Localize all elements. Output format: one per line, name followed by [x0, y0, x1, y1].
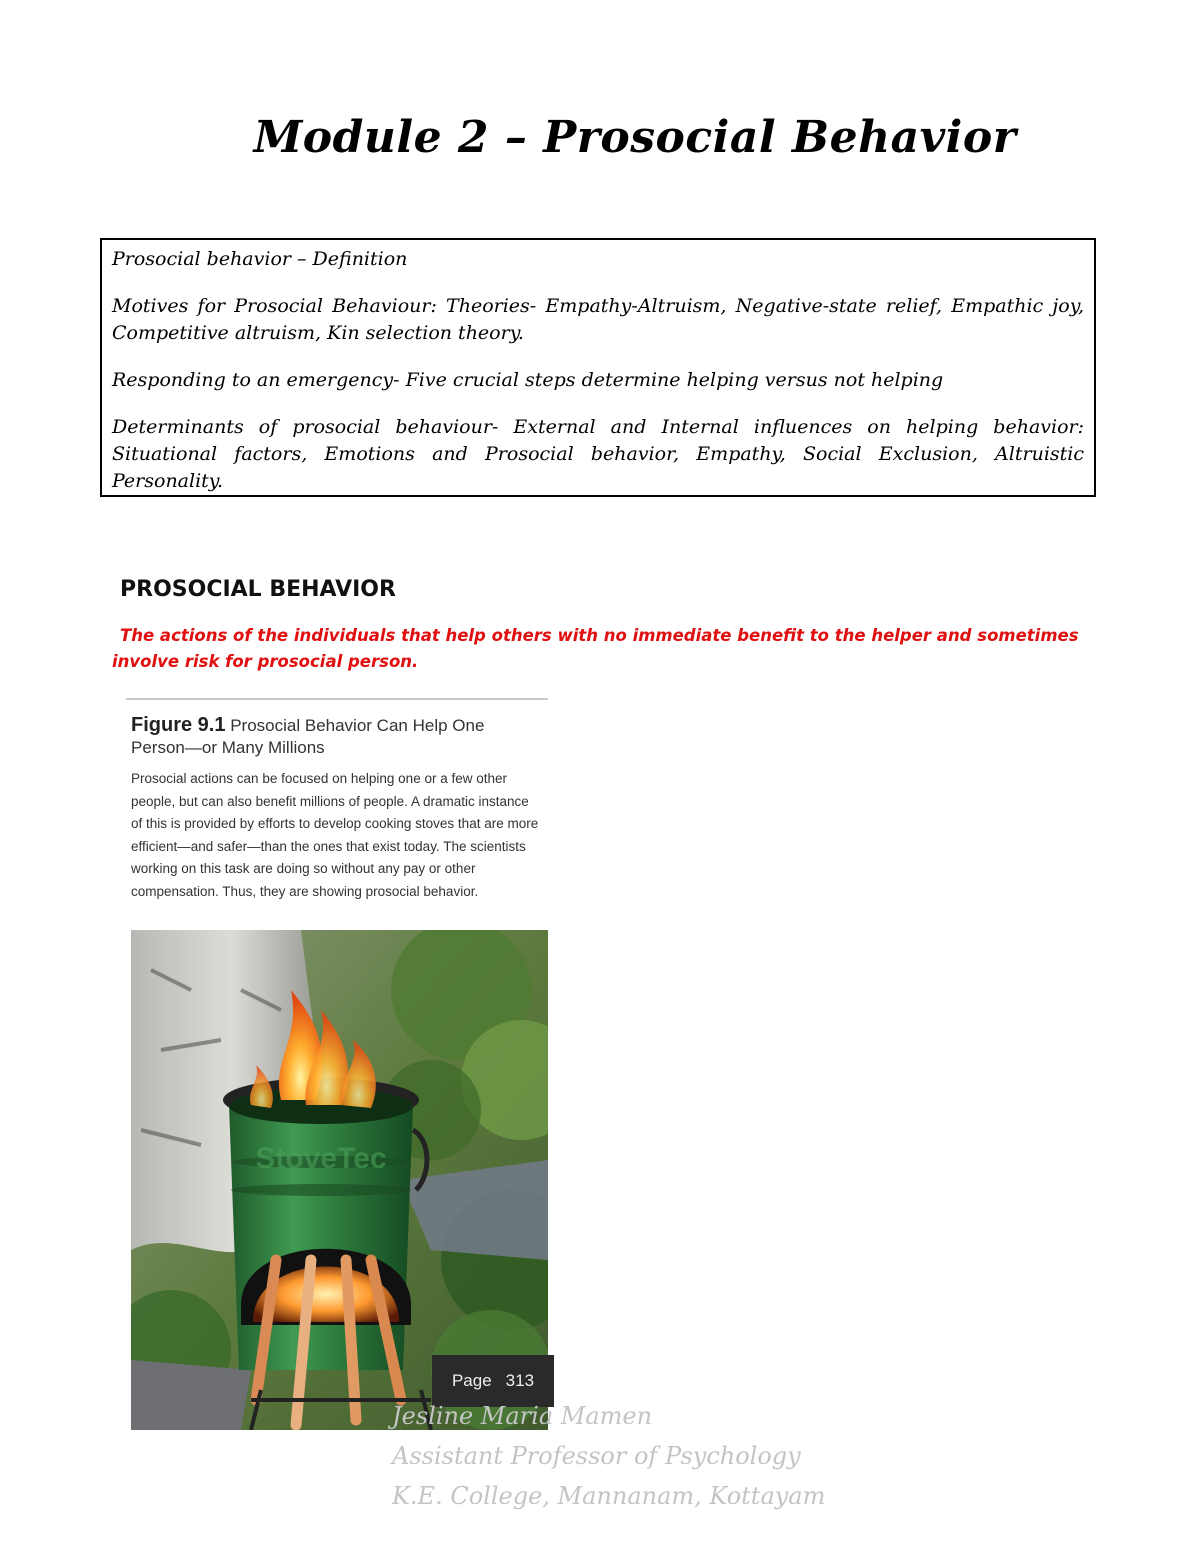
syllabus-item: Prosocial behavior – Definition: [112, 248, 408, 270]
figure: [126, 698, 548, 1430]
figure-title-text: Prosocial Behavior Can Help One Person—or Many Millions: [131, 716, 485, 757]
section-heading: PROSOCIAL BEHAVIOR: [120, 577, 396, 602]
definition-text: The actions of the individuals that help others with no immediate benefit to the helper and sometimes involve risk for prosocial person.: [112, 626, 1079, 671]
stove-brand: StoveTec: [255, 1142, 387, 1175]
syllabus-item: Determinants of prosocial behaviour- External and Internal influences on helping behavior: Situational factors, Emotions and Prosocial behavior, Empathy, Social Exclusion, Altruistic Personality.: [112, 416, 1084, 492]
syllabus-box: [100, 238, 1096, 497]
page-title: Module 2 – Prosocial Behavior: [253, 112, 1017, 163]
syllabus-item: Responding to an emergency- Five crucial steps determine helping versus not helping: [112, 369, 944, 391]
figure-title: [131, 714, 541, 759]
figure-caption: Prosocial actions can be focused on helping one or a few other people, but can also benefit millions of people. A dramatic instance of this is provided by efforts to develop cooking stoves that are more efficient—and safer—than the ones that exist today. The scientists working on this task are doing so without any pay or other compensation. Thus, they are showing prosocial behavior.: [131, 771, 539, 899]
figure-number: Figure 9.1: [131, 714, 226, 736]
author-institution: K.E. College, Mannanam, Kottayam: [392, 1482, 826, 1510]
author-name: Jesline Maria Mamen: [392, 1402, 653, 1430]
author-position: Assistant Professor of Psychology: [392, 1442, 801, 1470]
syllabus-item: Motives for Prosocial Behaviour: Theories- Empathy-Altruism, Negative-state relief, Empathic joy, Competitive altruism, Kin selection theory.: [112, 295, 1084, 344]
author-footer: [380, 1396, 880, 1516]
page-number: 313: [505, 1371, 535, 1390]
page-label: Page: [451, 1371, 492, 1390]
